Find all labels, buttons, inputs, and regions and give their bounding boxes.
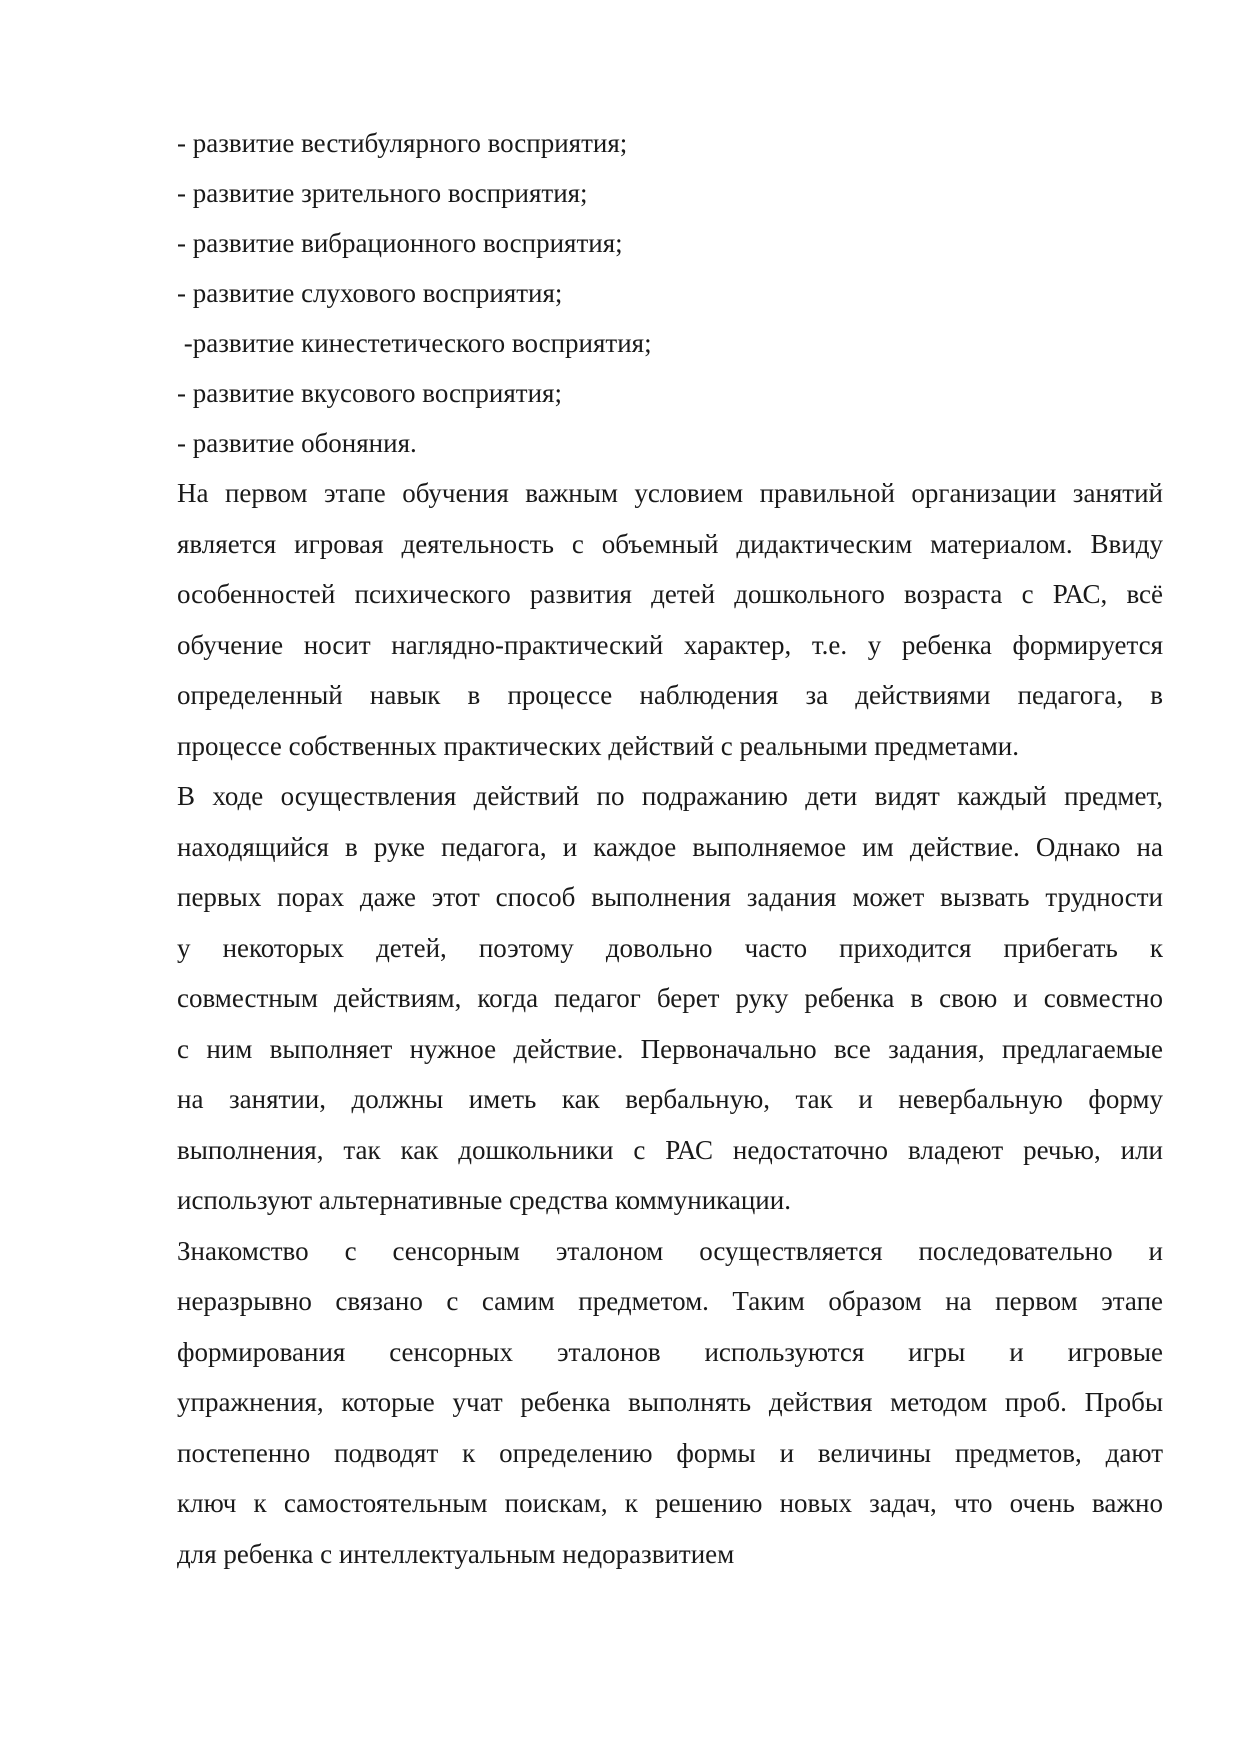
paragraph-line: для ребенка с интеллектуальным недоразвитием — [177, 1538, 735, 1569]
paragraph-line: На первом этапе обучения важным условием правильной организации занятий — [177, 478, 1163, 508]
paragraph-line: определенный навык в процессе наблюдения за действиями педагога, в — [177, 680, 1163, 710]
list-item: - развитие вестибулярного восприятия; — [177, 128, 628, 158]
paragraph-line: используют альтернативные средства коммуникации. — [177, 1185, 791, 1215]
paragraph-line: с ним выполняет нужное действие. Первоначально все задания, предлагаемые — [177, 1033, 1163, 1064]
document-body — [177, 118, 1163, 1579]
paragraph-line: ключ к самостоятельным поискам, к решению новых задач, что очень важно — [177, 1488, 1163, 1518]
paragraph-line: В ходе осуществления действий по подражанию дети видят каждый предмет, — [177, 781, 1163, 811]
list-item: - развитие обоняния. — [177, 428, 417, 458]
paragraph-line: находящийся в руке педагога, и каждое выполняемое им действие. Однако на — [177, 831, 1163, 862]
list-item: - развитие зрительного восприятия; — [177, 178, 588, 208]
paragraph-line: на занятии, должны иметь как вербальную, так и невербальную форму — [177, 1084, 1163, 1114]
paragraph-line: выполнения, так как дошкольники с РАС недостаточно владеют речью, или — [177, 1134, 1163, 1165]
paragraph-line: упражнения, которые учат ребенка выполнять действия методом проб. Пробы — [177, 1387, 1163, 1417]
paragraph-line: у некоторых детей, поэтому довольно часто приходится прибегать к — [177, 932, 1163, 963]
paragraph-line: совместным действиям, когда педагог берет руку ребенка в свою и совместно — [177, 983, 1163, 1013]
list-item: - развитие вкусового восприятия; — [177, 378, 562, 408]
paragraph-line: постепенно подводят к определению формы и величины предметов, дают — [177, 1437, 1163, 1468]
paragraph-2 — [177, 771, 1163, 1226]
list-item: - развитие слухового восприятия; — [177, 278, 563, 308]
list-item: -развитие кинестетического восприятия; — [177, 328, 652, 358]
paragraph-line: особенностей психического развития детей дошкольного возраста с РАС, всё — [177, 579, 1163, 609]
paragraph-line: обучение носит наглядно-практический характер, т.е. у ребенка формируется — [177, 629, 1163, 660]
list — [177, 118, 1163, 468]
paragraph-3 — [177, 1226, 1163, 1580]
paragraph-line: неразрывно связано с самим предметом. Таким образом на первом этапе — [177, 1286, 1163, 1316]
paragraph-line: Знакомство с сенсорным эталоном осуществляется последовательно и — [177, 1235, 1163, 1266]
paragraph-line: процессе собственных практических действий с реальными предметами. — [177, 730, 1019, 761]
paragraph-line: является игровая деятельность с объемный дидактическим материалом. Ввиду — [177, 528, 1163, 559]
paragraph-line: первых порах даже этот способ выполнения задания может вызвать трудности — [177, 882, 1163, 912]
paragraph-1 — [177, 468, 1163, 771]
paragraph-line: формирования сенсорных эталонов используются игры и игровые — [177, 1336, 1163, 1367]
list-item: - развитие вибрационного восприятия; — [177, 228, 623, 258]
